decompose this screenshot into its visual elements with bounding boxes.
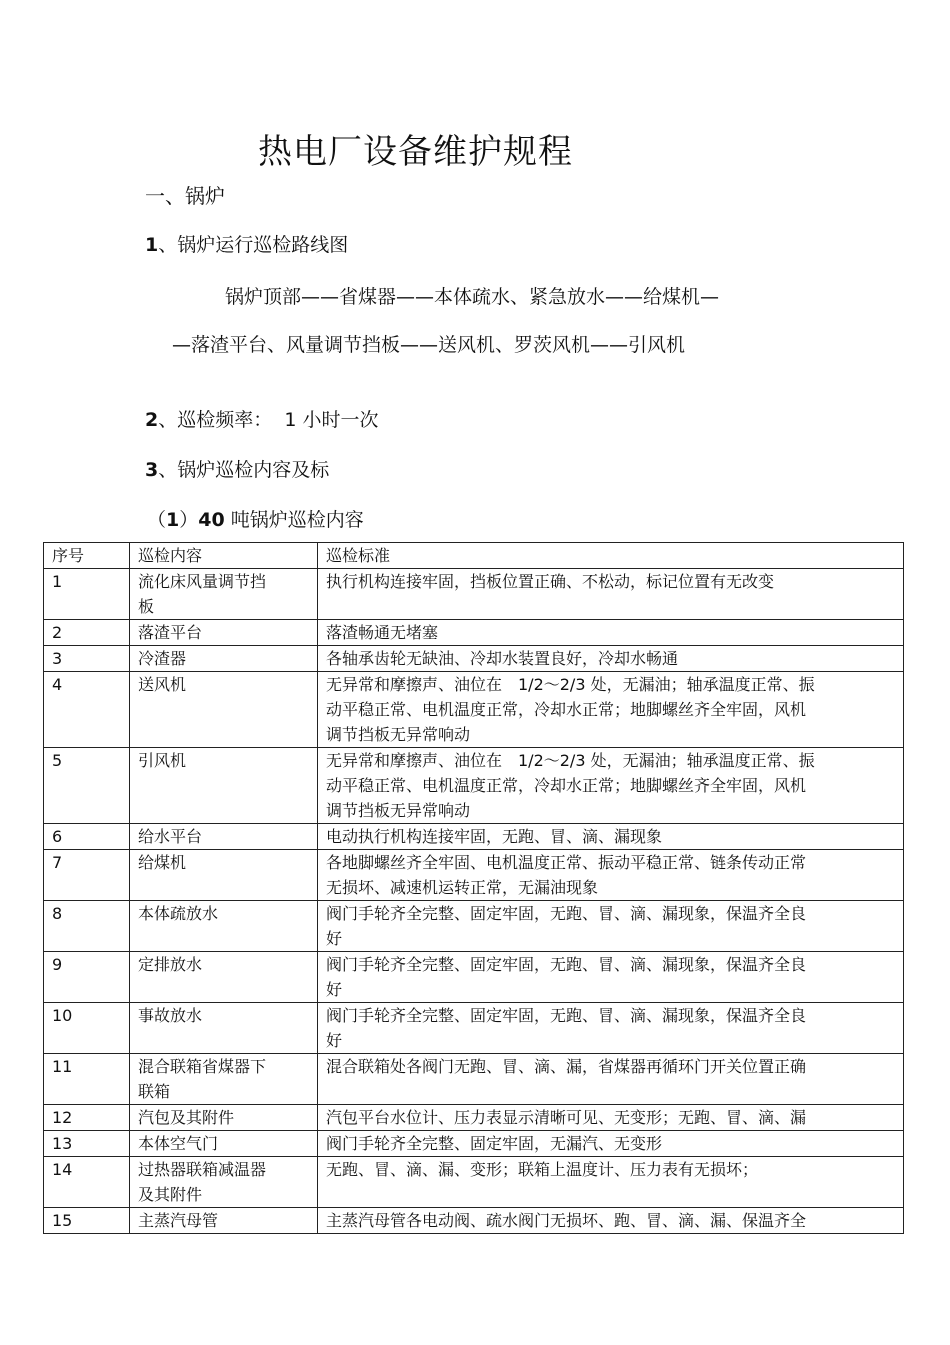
cell-item-line: 定排放水 (138, 955, 203, 974)
cell-standard-line: 各轴承齿轮无缺油、冷却水装置良好，冷却水畅通 (326, 649, 679, 668)
cell-standard-line: 阀门手轮齐全完整、固定牢固，无跑、冒、滴、漏现象，保温齐全良 (326, 904, 807, 923)
subheading-text: 、锅炉运行巡检路线图 (158, 234, 349, 256)
table-row (44, 1054, 904, 1105)
cell-standard-line: 汽包平台水位计、压力表显示清晰可见、无变形；无跑、冒、滴、漏 (326, 1108, 807, 1127)
table-row (44, 569, 904, 620)
cell-item (130, 672, 318, 748)
table-row (44, 1157, 904, 1208)
cell-standard (318, 1131, 904, 1157)
cell-no: 8 (44, 901, 130, 952)
cell-standard-line: 阀门手轮齐全完整、固定牢固，无跑、冒、滴、漏现象，保温齐全良 (326, 1006, 807, 1025)
cell-standard (318, 1003, 904, 1054)
cell-standard-line: 阀门手轮齐全完整、固定牢固，无漏汽、无变形 (326, 1134, 663, 1153)
table-row (44, 1105, 904, 1131)
route-line-1: 锅炉顶部——省煤器——本体疏水、紧急放水——给煤机— (225, 286, 720, 308)
subheading-text: 吨锅炉巡检内容 (230, 509, 364, 531)
cell-no: 15 (44, 1208, 130, 1234)
section-heading-boiler: 一、锅炉 (145, 184, 225, 208)
cell-no: 5 (44, 748, 130, 824)
cell-item-line: 板 (138, 597, 155, 616)
table-row (44, 748, 904, 824)
table-row (44, 952, 904, 1003)
cell-standard (318, 1054, 904, 1105)
document-title: 热电厂设备维护规程 (258, 132, 573, 172)
table-row (44, 646, 904, 672)
cell-item-line: 过热器联箱减温器 (138, 1160, 267, 1179)
subheading-text: 、锅炉巡检内容及标 (158, 459, 330, 481)
cell-item (130, 1131, 318, 1157)
cell-standard-line: 电动执行机构连接牢固，无跑、冒、滴、漏现象 (326, 827, 663, 846)
table-row (44, 824, 904, 850)
cell-item-line: 给煤机 (138, 853, 187, 872)
cell-standard-line: 动平稳正常、电机温度正常，冷却水正常；地脚螺丝齐全牢固，风机 (326, 700, 807, 719)
subheading-number: 3 (145, 459, 159, 481)
subheading-inspection-content (145, 455, 329, 482)
cell-item-line: 流化床风量调节挡 (138, 572, 267, 591)
cell-item (130, 1157, 318, 1208)
cell-standard-line: 阀门手轮齐全完整、固定牢固，无跑、冒、滴、漏现象，保温齐全良 (326, 955, 807, 974)
cell-item-line: 引风机 (138, 751, 187, 770)
cell-standard (318, 901, 904, 952)
cell-item (130, 824, 318, 850)
cell-item-line: 汽包及其附件 (138, 1108, 235, 1127)
cell-standard-line: 落渣畅通无堵塞 (326, 623, 439, 642)
cell-standard-line: 好 (326, 929, 343, 948)
cell-standard (318, 646, 904, 672)
subheading-text: 、巡检频率： (158, 409, 273, 431)
cell-standard-line: 动平稳正常、电机温度正常，冷却水正常；地脚螺丝齐全牢固，风机 (326, 776, 807, 795)
subheading-number: 1 (166, 509, 180, 531)
cell-item-line: 给水平台 (138, 827, 203, 846)
cell-item-line: 送风机 (138, 675, 187, 694)
cell-standard-line: 无异常和摩擦声、油位在 1/2～2/3 处，无漏油；轴承温度正常、振 (326, 675, 815, 694)
cell-no: 4 (44, 672, 130, 748)
inspection-table (43, 542, 904, 1234)
cell-item (130, 569, 318, 620)
subheading-inspection-route (145, 230, 348, 257)
table-row (44, 901, 904, 952)
cell-standard-line: 无异常和摩擦声、油位在 1/2～2/3 处，无漏油；轴承温度正常、振 (326, 751, 815, 770)
cell-item (130, 1105, 318, 1131)
cell-standard (318, 748, 904, 824)
cell-standard-line: 混合联箱处各阀门无跑、冒、滴、漏，省煤器再循环门开关位置正确 (326, 1057, 807, 1076)
cell-standard-line: 好 (326, 980, 343, 999)
cell-standard-line: 无损坏、减速机运转正常，无漏油现象 (326, 878, 599, 897)
table-header-row (44, 543, 904, 569)
table-row (44, 620, 904, 646)
cell-item-line: 联箱 (138, 1082, 171, 1101)
cell-no: 10 (44, 1003, 130, 1054)
cell-standard (318, 620, 904, 646)
cell-standard-line: 主蒸汽母管各电动阀、疏水阀门无损坏、跑、冒、滴、漏、保温齐全 (326, 1211, 807, 1230)
subheading-number: 2 (145, 409, 159, 431)
cell-item-line: 混合联箱省煤器下 (138, 1057, 267, 1076)
table-row (44, 672, 904, 748)
subheading-40t-boiler (147, 505, 364, 532)
cell-item (130, 901, 318, 952)
cell-no: 13 (44, 1131, 130, 1157)
cell-no: 9 (44, 952, 130, 1003)
cell-item (130, 952, 318, 1003)
table-body (44, 569, 904, 1234)
cell-no: 11 (44, 1054, 130, 1105)
frequency-number: 1 (284, 409, 297, 431)
cell-item (130, 1003, 318, 1054)
table-row (44, 850, 904, 901)
cell-standard-line: 执行机构连接牢固，挡板位置正确、不松动，标记位置有无改变 (326, 572, 775, 591)
table-row (44, 1131, 904, 1157)
cell-no: 12 (44, 1105, 130, 1131)
cell-no: 1 (44, 569, 130, 620)
cell-item-line: 冷渣器 (138, 649, 187, 668)
cell-standard (318, 824, 904, 850)
route-line-2: —落渣平台、风量调节挡板——送风机、罗茨风机——引风机 (172, 334, 686, 356)
cell-item-line: 及其附件 (138, 1185, 203, 1204)
header-no: 序号 (44, 543, 130, 569)
cell-item (130, 1208, 318, 1234)
cell-standard-line: 调节挡板无异常响动 (326, 801, 471, 820)
cell-item (130, 850, 318, 901)
table-row (44, 1208, 904, 1234)
tonnage-number: 40 (198, 509, 225, 531)
cell-item-line: 主蒸汽母管 (138, 1211, 219, 1230)
cell-no: 6 (44, 824, 130, 850)
frequency-text: 小时一次 (302, 409, 379, 431)
cell-standard (318, 672, 904, 748)
paren-open: （ (147, 509, 167, 531)
cell-standard (318, 952, 904, 1003)
header-item: 巡检内容 (130, 543, 318, 569)
cell-standard (318, 1208, 904, 1234)
cell-item (130, 748, 318, 824)
table-row (44, 1003, 904, 1054)
cell-standard (318, 850, 904, 901)
cell-item-line: 落渣平台 (138, 623, 203, 642)
cell-item (130, 1054, 318, 1105)
cell-standard (318, 569, 904, 620)
paren-close: ） (179, 509, 199, 531)
cell-item (130, 620, 318, 646)
cell-standard-line: 调节挡板无异常响动 (326, 725, 471, 744)
subheading-inspection-frequency (145, 405, 379, 432)
subheading-number: 1 (145, 234, 159, 256)
cell-item-line: 本体疏放水 (138, 904, 219, 923)
cell-standard-line: 无跑、冒、滴、漏、变形；联箱上温度计、压力表有无损坏； (326, 1160, 759, 1179)
cell-item-line: 本体空气门 (138, 1134, 219, 1153)
cell-no: 14 (44, 1157, 130, 1208)
cell-item (130, 646, 318, 672)
cell-standard (318, 1105, 904, 1131)
header-standard: 巡检标准 (318, 543, 904, 569)
cell-standard-line: 好 (326, 1031, 343, 1050)
cell-standard-line: 各地脚螺丝齐全牢固、电机温度正常、振动平稳正常、链条传动正常 (326, 853, 807, 872)
cell-no: 7 (44, 850, 130, 901)
cell-standard (318, 1157, 904, 1208)
cell-no: 3 (44, 646, 130, 672)
cell-item-line: 事故放水 (138, 1006, 203, 1025)
cell-no: 2 (44, 620, 130, 646)
